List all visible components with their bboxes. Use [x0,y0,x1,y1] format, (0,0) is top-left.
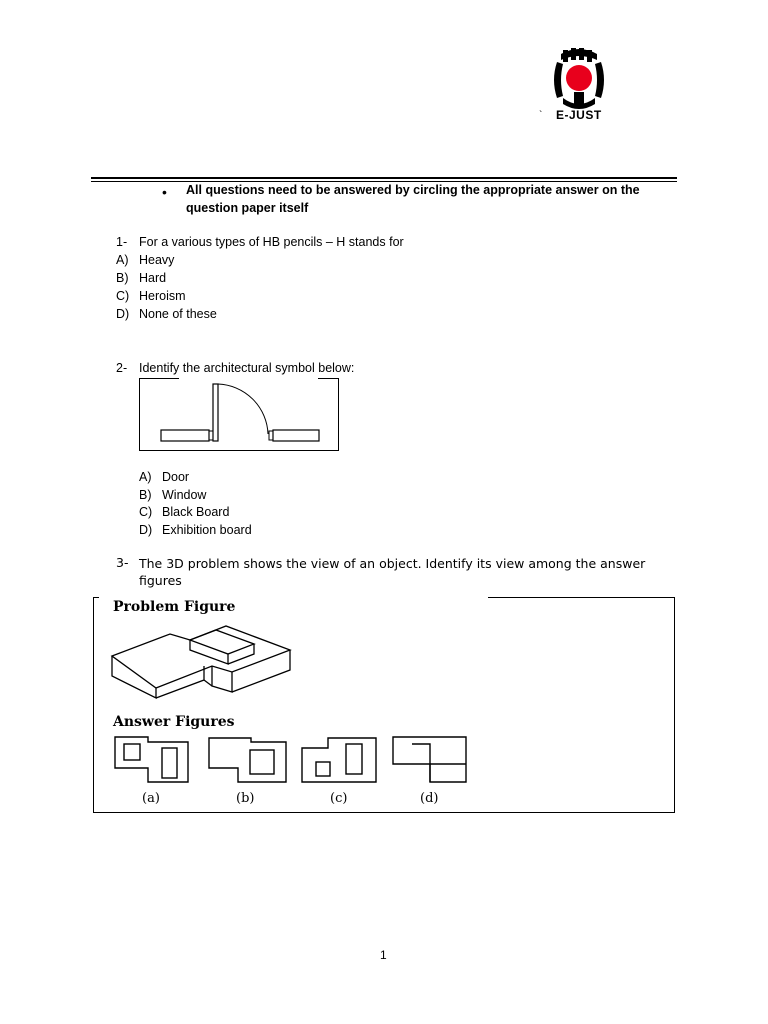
q1-option-text: None of these [139,307,217,321]
q2-option-text: Exhibition board [162,523,252,537]
answer-figure-d-icon[interactable] [390,734,476,786]
answer-label-a: (a) [142,791,160,806]
stray-mark: ` [539,110,543,121]
logo-text: E-JUST [556,108,602,122]
q2-text: Identify the architectural symbol below: [139,361,355,375]
problem-figure-icon [108,620,298,702]
instruction-bullet: • [162,184,167,200]
q1-number: 1- [116,235,128,249]
answer-figure-c-icon[interactable] [298,734,384,786]
q1-option-letter: B) [116,271,129,285]
q1-option[interactable] [0,252,768,269]
q2-option-letter: A) [139,470,152,484]
q2-option-text: Window [162,488,207,502]
instruction-text: All questions need to be answered by circling the appropriate answer on the question paper itself [186,183,640,215]
problem-figure-title: Problem Figure [113,599,236,615]
page-number: 1 [380,948,387,962]
frame-edge [93,597,99,598]
q2-option-text: Black Board [162,505,230,519]
q1-option-letter: D) [116,307,130,321]
header-rule [91,177,677,179]
q1-option-text: Heavy [139,253,175,267]
q2-option[interactable] [0,469,768,486]
q1-option-letter: C) [116,289,130,303]
q2-number: 2- [116,361,128,375]
q2-option-letter: D) [139,523,153,537]
q1-option-text: Hard [139,271,167,285]
q2-option[interactable] [0,504,768,521]
answer-figure-a-icon[interactable] [112,734,198,786]
q2-option-letter: C) [139,505,153,519]
q1-option[interactable] [0,306,768,323]
answer-figure-b-icon[interactable] [206,734,292,786]
q3-text: The 3D problem shows the view of an object. Identify its view among the answer figures [139,556,646,588]
q1-option-letter: A) [116,253,129,267]
q2-option-text: Door [162,470,190,484]
q2-option[interactable] [0,487,768,504]
q3-number: 3- [116,555,129,570]
q2-option[interactable] [0,522,768,539]
answer-label-b: (b) [236,791,255,806]
q1-option-text: Heroism [139,289,186,303]
answer-figures-title: Answer Figures [113,714,235,730]
answer-label-c: (c) [330,791,348,806]
door-symbol-icon [139,378,339,451]
answer-label-d: (d) [420,791,439,806]
q1-option[interactable] [0,270,768,287]
ejust-logo-icon [553,48,605,112]
frame-edge [488,597,675,598]
q1-text: For a various types of HB pencils – H stands for [139,235,404,249]
q1-option[interactable] [0,288,768,305]
q2-option-letter: B) [139,488,152,502]
